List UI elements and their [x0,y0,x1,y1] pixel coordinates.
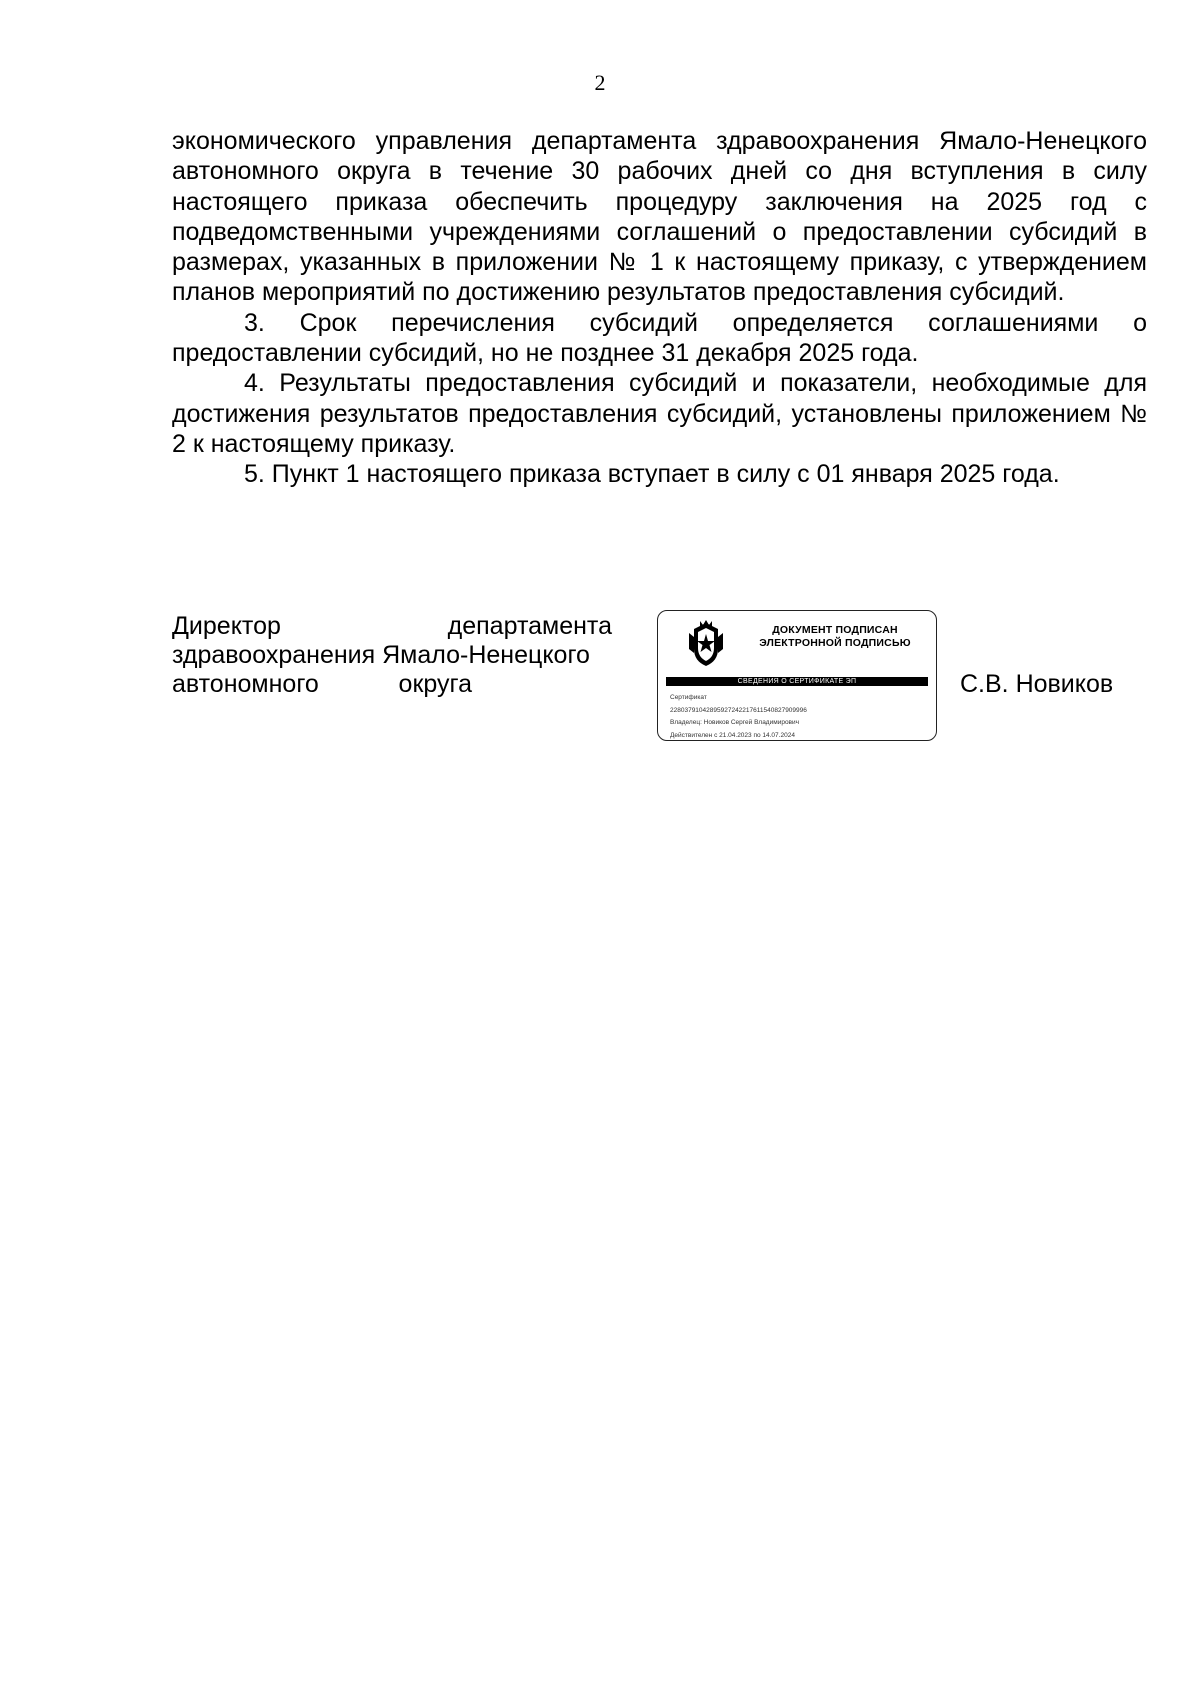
stamp-certificate-info [670,692,807,741]
stamp-certificate-number: 22803791042895927242217611540827909996 [670,706,807,714]
paragraph-continuation: экономического управления департамента здравоохранения Ямало-Ненецкого автономного округа в течение 30 рабочих дней со дня вступления в силу настоящего приказа обеспечить процедуру заключения на 2025 год с подведомственными учреждениями соглашений о предоставлении субсидий в размерах, указанных в приложении № 1 к настоящему приказу, с утверждением планов мероприятий по достижению результатов предоставления субсидий. [172,127,1147,307]
paragraph-5: 5. Пункт 1 настоящего приказа вступает в силу с 01 января 2025 года. [244,460,1060,489]
page-number: 2 [594,70,606,95]
position-line-3: автономного округа [172,670,472,698]
signatory-position [172,612,612,699]
position-line-1: Директор департамента [172,612,612,640]
paragraph-4: 4. Результаты предоставления субсидий и показатели, необходимые для достижения результатов предоставления субсидий, установлены приложением № 2 к настоящему приказу. [172,369,1147,458]
position-line-2: здравоохранения Ямало-Ненецкого [172,641,590,669]
stamp-validity: Действителен с 21.04.2023 по 14.07.2024 [670,731,795,739]
stamp-title [750,624,920,650]
stamp-owner: Владелец: Новиков Сергей Владимирович [670,719,800,726]
document-body [172,126,1147,490]
coat-of-arms-icon [686,619,726,669]
stamp-certificate-bar: СВЕДЕНИЯ О СЕРТИФИКАТЕ ЭП [666,677,928,686]
stamp-certificate-label: Сертификат [670,694,707,701]
stamp-title-line-1: ДОКУМЕНТ ПОДПИСАН [772,624,898,636]
paragraph-3: 3. Срок перечисления субсидий определяется соглашениями о предоставлении субсидий, но не позднее 31 декабря 2025 года. [172,308,1147,368]
stamp-title-line-2: ЭЛЕКТРОННОЙ ПОДПИСЬЮ [759,637,911,649]
signatory-name: С.В. Новиков [960,670,1114,698]
electronic-signature-stamp [657,610,937,741]
